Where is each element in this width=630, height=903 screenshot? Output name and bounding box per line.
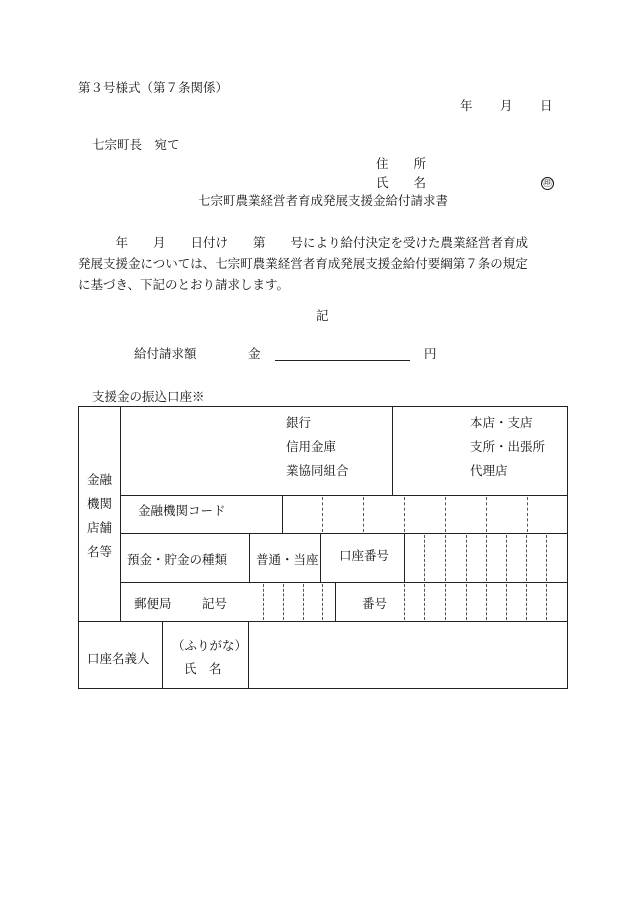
bank-type-coop: 業協同組合 bbox=[286, 463, 349, 478]
amount-prefix: 金 bbox=[248, 346, 261, 361]
body-line-2: 発展支援金については、七宗町農業経営者育成発展支援金給付要綱第７条の規定 bbox=[78, 256, 528, 271]
date-year: 年 bbox=[460, 98, 473, 113]
branch-type-agent: 代理店 bbox=[470, 463, 508, 478]
seal-mark-icon: ㊞ bbox=[542, 177, 553, 189]
date-day: 日 bbox=[540, 98, 553, 113]
amount-unit: 円 bbox=[424, 346, 437, 361]
branch-type-sub: 支所・出張所 bbox=[470, 439, 546, 454]
account-heading: 支援金の振込口座※ bbox=[92, 389, 205, 404]
branch-type-main: 本店・支店 bbox=[470, 415, 533, 430]
request-body bbox=[78, 232, 578, 295]
holder-label: 口座名義人 bbox=[87, 651, 150, 666]
bank-type-bank: 銀行 bbox=[286, 415, 312, 430]
account-number-label: 口座番号 bbox=[339, 548, 390, 563]
document-title: 七宗町農業経営者育成発展支援金給付請求書 bbox=[198, 193, 449, 208]
institution-label-3: 店舗 bbox=[87, 520, 113, 535]
name-label: 氏 名 bbox=[376, 175, 427, 190]
holder-name-label: 氏 名 bbox=[184, 661, 222, 676]
post-office-label: 郵便局 bbox=[134, 596, 172, 611]
date-month: 月 bbox=[500, 98, 513, 113]
furigana-label: （ふりがな） bbox=[172, 638, 248, 653]
address-label: 住 所 bbox=[376, 156, 427, 171]
amount-label: 給付請求額 bbox=[134, 346, 197, 361]
institution-label-1: 金融 bbox=[87, 472, 113, 487]
ki-heading: 記 bbox=[316, 308, 329, 323]
amount-input-line[interactable] bbox=[275, 360, 410, 361]
addressee: 七宗町長 宛て bbox=[92, 137, 180, 152]
form-number: 第３号様式（第７条関係） bbox=[78, 80, 229, 95]
body-line-1: 年 月 日付け 第 号により給付決定を受けた農業経営者育成 bbox=[78, 235, 529, 250]
body-line-3: に基づき、下記のとおり請求します。 bbox=[78, 277, 290, 292]
number-label: 番号 bbox=[362, 596, 388, 611]
institution-label-4: 名等 bbox=[87, 544, 113, 559]
institution-label-2: 機関 bbox=[87, 496, 113, 511]
deposit-type-label: 預金・貯金の種類 bbox=[127, 552, 228, 567]
bank-type-shinkin: 信用金庫 bbox=[286, 439, 337, 454]
deposit-type-options[interactable]: 普通・当座 bbox=[256, 552, 319, 567]
symbol-label: 記号 bbox=[202, 596, 228, 611]
bank-code-label: 金融機関コード bbox=[138, 503, 226, 518]
